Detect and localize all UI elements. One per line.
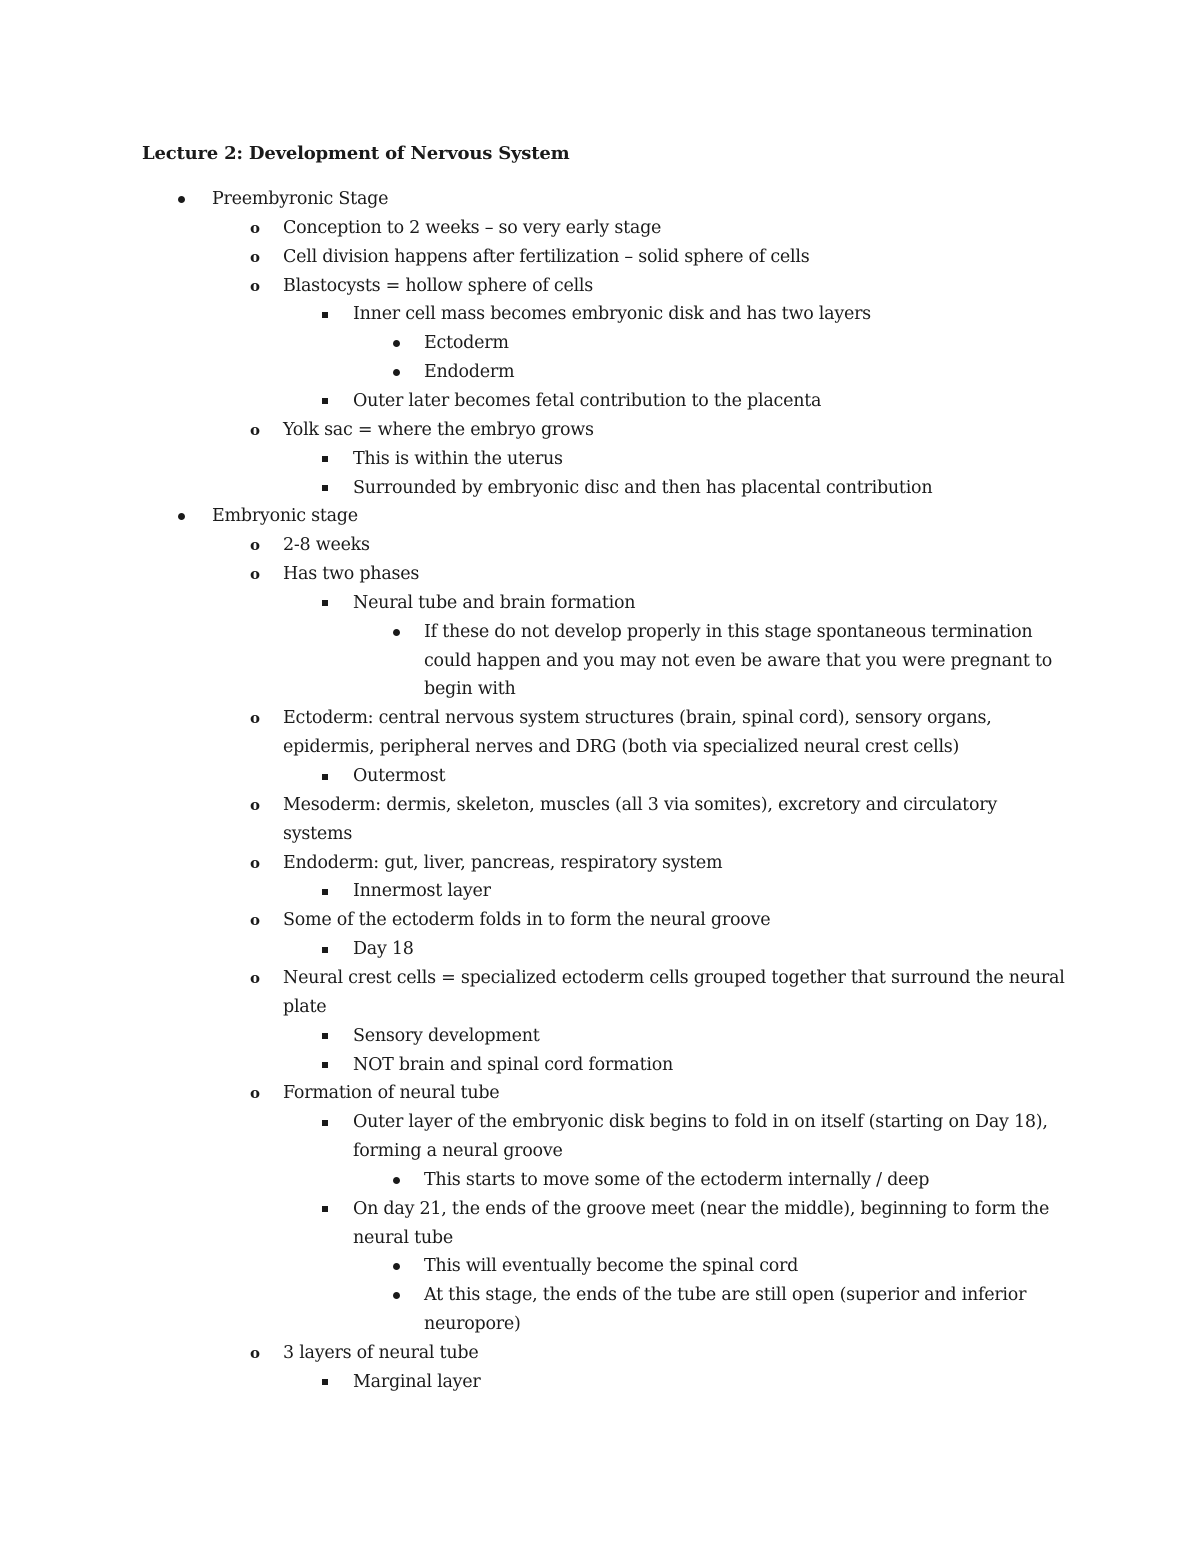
list-item: Outer layer of the embryonic disk begins to fold in on itself (starting on Day 18),: [353, 1112, 1048, 1133]
list-item: 3 layers of neural tube: [283, 1343, 479, 1363]
list-item: This starts to move some of the ectoderm internally / deep: [424, 1169, 930, 1190]
list-item: Inner cell mass becomes embryonic disk and has two layers: [353, 304, 871, 325]
list-item-continuation: begin with: [424, 679, 516, 700]
bullet-square-icon: [316, 1108, 334, 1137]
list-item: This is within the uterus: [353, 448, 563, 469]
list-item: Marginal layer: [353, 1371, 481, 1392]
bullet-square-icon: [316, 1022, 334, 1051]
bullet-circle-icon: o: [249, 853, 260, 872]
bullet-disc-icon: [172, 502, 190, 531]
list-item: Cell division happens after fertilization – solid sphere of cells: [283, 246, 810, 267]
list-item-continuation: could happen and you may not even be aware that you were pregnant to: [424, 650, 1053, 671]
bullet-circle-icon: o: [249, 565, 260, 584]
list-item: Some of the ectoderm folds in to form the neural groove: [283, 910, 771, 931]
list-item: Mesoderm: dermis, skeleton, muscles (all 3 via somites), excretory and circulatory: [283, 794, 998, 815]
list-item-continuation: neural tube: [353, 1227, 453, 1248]
list-item-continuation: neuropore): [424, 1314, 521, 1335]
list-item-continuation: systems: [283, 823, 353, 844]
list-item: Conception to 2 weeks – so very early stage: [283, 217, 662, 238]
list-item: NOT brain and spinal cord formation: [353, 1054, 673, 1075]
list-item-continuation: forming a neural groove: [353, 1141, 563, 1162]
list-item: Ectoderm: [424, 333, 509, 354]
list-item: On day 21, the ends of the groove meet (near the middle), beginning to form the: [353, 1198, 1050, 1219]
list-item: Neural tube and brain formation: [353, 592, 636, 613]
list-item: Ectoderm: central nervous system structures (brain, spinal cord), sensory organs,: [283, 708, 992, 729]
bullet-square-icon: [316, 445, 334, 474]
bullet-square-icon: [316, 762, 334, 791]
list-item: If these do not develop properly in this stage spontaneous termination: [424, 621, 1033, 642]
list-item: Innermost layer: [353, 881, 491, 902]
bullet-circle-icon: o: [249, 247, 260, 266]
bullet-disc-icon: [387, 1252, 405, 1281]
list-item: Endoderm: [424, 362, 515, 383]
list-item: 2-8 weeks: [283, 535, 370, 556]
bullet-square-icon: [316, 300, 334, 329]
list-item: This will eventually become the spinal cord: [424, 1256, 799, 1277]
list-item: Preembyronic Stage: [212, 189, 389, 209]
page-title: Lecture 2: Development of Nervous System: [142, 143, 570, 164]
bullet-circle-icon: o: [249, 795, 260, 814]
list-item: Sensory development: [353, 1025, 540, 1046]
list-item: Endoderm: gut, liver, pancreas, respiratory system: [283, 852, 723, 873]
bullet-circle-icon: o: [249, 1084, 260, 1103]
bullet-disc-icon: [387, 358, 405, 387]
list-item: Formation of neural tube: [283, 1083, 500, 1104]
bullet-disc-icon: [387, 618, 405, 647]
bullet-square-icon: [316, 1368, 334, 1397]
bullet-circle-icon: o: [249, 218, 260, 237]
bullet-circle-icon: o: [249, 709, 260, 728]
bullet-circle-icon: o: [249, 968, 260, 987]
bullet-square-icon: [316, 589, 334, 618]
bullet-square-icon: [316, 1051, 334, 1080]
bullet-circle-icon: o: [249, 536, 260, 555]
list-item: Has two phases: [283, 564, 420, 585]
bullet-square-icon: [316, 387, 334, 416]
list-item: Blastocysts = hollow sphere of cells: [283, 275, 593, 296]
list-item: At this stage, the ends of the tube are still open (superior and inferior: [424, 1285, 1027, 1306]
bullet-disc-icon: [387, 1166, 405, 1195]
bullet-disc-icon: [387, 1281, 405, 1310]
list-item: Outer later becomes fetal contribution to the placenta: [353, 390, 822, 411]
bullet-circle-icon: o: [249, 911, 260, 930]
list-item: Outermost: [353, 766, 446, 786]
bullet-square-icon: [316, 877, 334, 906]
bullet-disc-icon: [387, 329, 405, 358]
bullet-circle-icon: o: [249, 420, 260, 439]
bullet-square-icon: [316, 1195, 334, 1224]
bullet-square-icon: [316, 935, 334, 964]
list-item: Neural crest cells = specialized ectoderm cells grouped together that surround the neural: [283, 967, 1065, 988]
list-item: Day 18: [353, 939, 414, 960]
bullet-circle-icon: o: [249, 276, 260, 295]
bullet-circle-icon: o: [249, 1344, 260, 1362]
list-item-continuation: epidermis, peripheral nerves and DRG (both via specialized neural crest cells): [283, 737, 960, 758]
bullet-disc-icon: [172, 185, 190, 214]
list-item-continuation: plate: [283, 996, 327, 1017]
list-item: Yolk sac = where the embryo grows: [283, 419, 594, 440]
bullet-square-icon: [316, 474, 334, 503]
list-item: Embryonic stage: [212, 506, 358, 527]
list-item: Surrounded by embryonic disc and then has placental contribution: [353, 477, 933, 498]
